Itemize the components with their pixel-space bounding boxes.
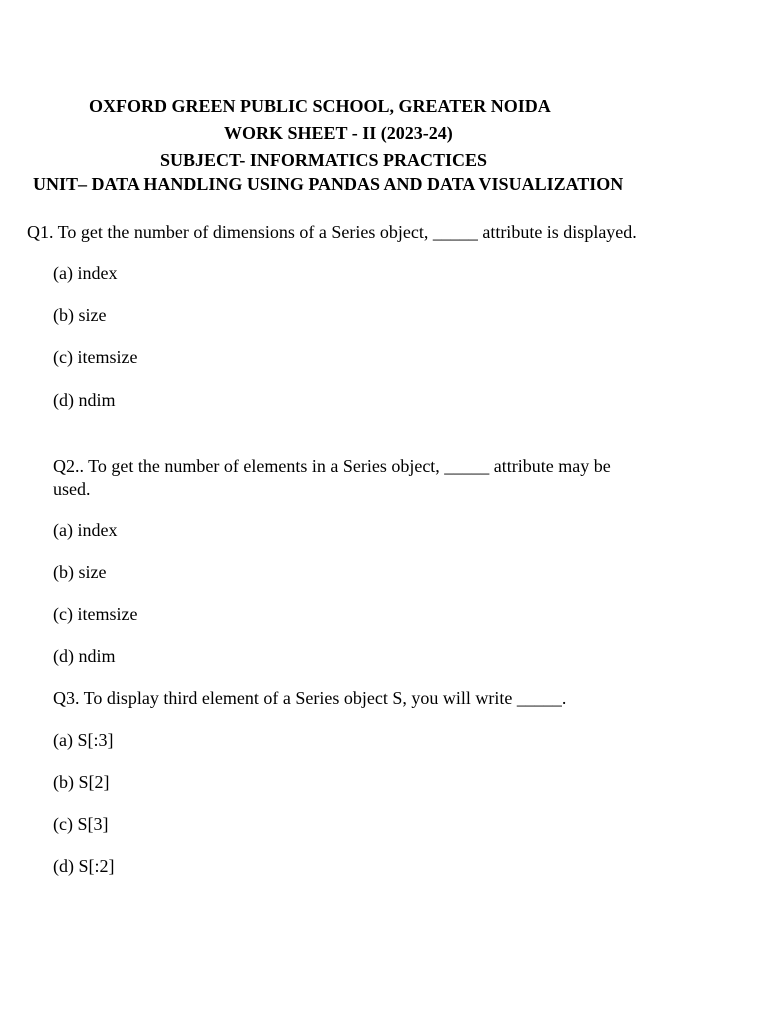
q1-option-b: (b) size	[53, 305, 107, 325]
q1-option-a: (a) index	[53, 263, 118, 283]
q2-option-a: (a) index	[53, 520, 118, 540]
q1-option-d: (d) ndim	[53, 390, 116, 410]
q1-option-c: (c) itemsize	[53, 347, 138, 367]
q3-option-a: (a) S[:3]	[53, 730, 114, 750]
q2-option-b: (b) size	[53, 562, 107, 582]
q2-option-d: (d) ndim	[53, 646, 116, 666]
q3-option-d: (d) S[:2]	[53, 856, 115, 876]
q3-option-b: (b) S[2]	[53, 772, 110, 792]
question-3-text: Q3. To display third element of a Series object S, you will write _____.	[53, 688, 567, 708]
school-name: OXFORD GREEN PUBLIC SCHOOL, GREATER NOIDA	[89, 96, 551, 116]
question-2-text-line1: Q2.. To get the number of elements in a Series object, _____ attribute may be	[53, 456, 611, 476]
question-1-text: Q1. To get the number of dimensions of a Series object, _____ attribute is displayed.	[27, 222, 637, 242]
subject-title: SUBJECT- INFORMATICS PRACTICES	[160, 150, 488, 170]
q2-option-c: (c) itemsize	[53, 604, 138, 624]
worksheet-title: WORK SHEET - II (2023-24)	[224, 123, 453, 143]
unit-title: UNIT– DATA HANDLING USING PANDAS AND DATA VISUALIZATION	[33, 174, 624, 194]
question-2-text-line2: used.	[53, 479, 91, 499]
q3-option-c: (c) S[3]	[53, 814, 109, 834]
